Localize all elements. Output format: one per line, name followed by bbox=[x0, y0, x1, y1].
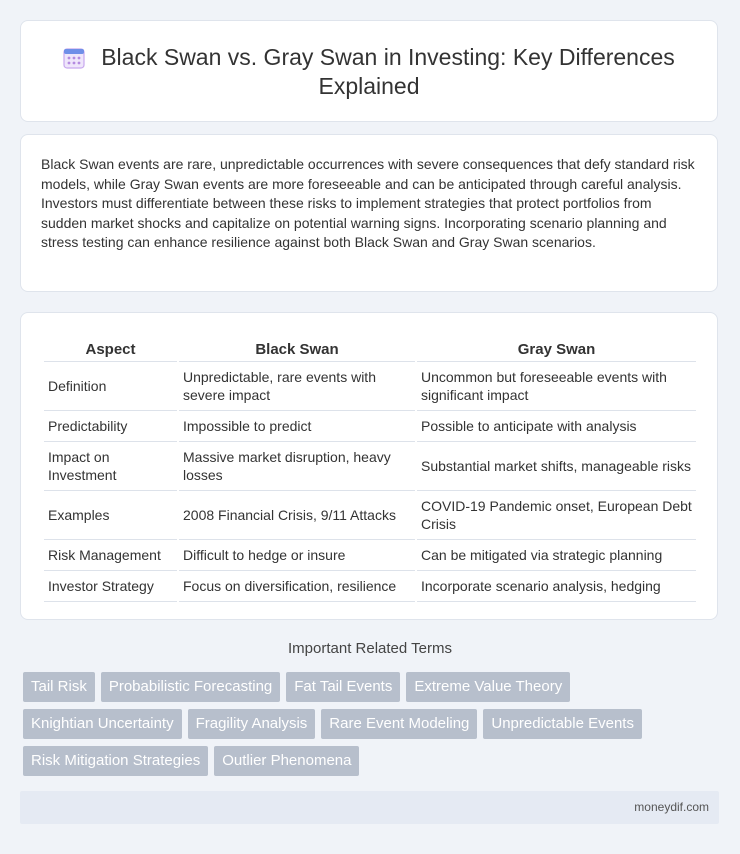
related-term-tag[interactable]: Rare Event Modeling bbox=[321, 709, 477, 739]
gray-swan-cell: COVID-19 Pandemic onset, European Debt Crisis bbox=[417, 491, 696, 540]
table-row bbox=[44, 442, 696, 491]
gray-swan-cell: Incorporate scenario analysis, hedging bbox=[417, 571, 696, 602]
comparison-card bbox=[20, 312, 718, 620]
gray-swan-cell: Possible to anticipate with analysis bbox=[417, 411, 696, 442]
calendar-icon bbox=[63, 47, 85, 69]
header-gray-swan: Gray Swan bbox=[417, 333, 696, 362]
table-row bbox=[44, 411, 696, 442]
table-row bbox=[44, 571, 696, 602]
aspect-cell: Impact on Investment bbox=[44, 442, 177, 491]
black-swan-cell: Focus on diversification, resilience bbox=[179, 571, 415, 602]
intro-paragraph: Black Swan events are rare, unpredictable occurrences with severe consequences that defy standard risk models, while Gray Swan events are more foreseeable and can be anticipated through careful analysis. Investors must differentiate between these risks to implement strategies that protect portfolios from sudden market shocks and capitalize on potential warning signs. Incorporating scenario planning and stress testing can enhance resilience against both Black Swan and Gray Swan scenarios. bbox=[41, 156, 695, 250]
table-row bbox=[44, 491, 696, 540]
related-term-tag[interactable]: Unpredictable Events bbox=[483, 709, 642, 739]
aspect-cell: Investor Strategy bbox=[44, 571, 177, 602]
footer-site-link[interactable]: moneydif.com bbox=[634, 800, 709, 814]
black-swan-cell: Massive market disruption, heavy losses bbox=[179, 442, 415, 491]
gray-swan-cell: Uncommon but foreseeable events with significant impact bbox=[417, 362, 696, 411]
aspect-cell: Definition bbox=[44, 362, 177, 411]
black-swan-cell: Difficult to hedge or insure bbox=[179, 540, 415, 571]
page-title-text: Black Swan vs. Gray Swan in Investing: Key Differences Explained bbox=[101, 44, 675, 99]
table-header-row bbox=[44, 333, 696, 362]
black-swan-cell: Impossible to predict bbox=[179, 411, 415, 442]
intro-card bbox=[20, 134, 718, 292]
related-term-tag[interactable]: Knightian Uncertainty bbox=[23, 709, 182, 739]
table-row bbox=[44, 362, 696, 411]
aspect-cell: Risk Management bbox=[44, 540, 177, 571]
header-aspect: Aspect bbox=[44, 333, 177, 362]
related-term-tag[interactable]: Probabilistic Forecasting bbox=[101, 672, 280, 702]
related-terms-heading: Important Related Terms bbox=[288, 640, 452, 657]
related-term-tag[interactable]: Extreme Value Theory bbox=[406, 672, 570, 702]
related-term-tag[interactable]: Outlier Phenomena bbox=[214, 746, 359, 776]
aspect-cell: Examples bbox=[44, 491, 177, 540]
gray-swan-cell: Substantial market shifts, manageable risks bbox=[417, 442, 696, 491]
black-swan-cell: 2008 Financial Crisis, 9/11 Attacks bbox=[179, 491, 415, 540]
table-row bbox=[44, 540, 696, 571]
related-term-tag[interactable]: Fat Tail Events bbox=[286, 672, 400, 702]
related-term-tag[interactable]: Tail Risk bbox=[23, 672, 95, 702]
related-term-tag[interactable]: Fragility Analysis bbox=[188, 709, 316, 739]
black-swan-cell: Unpredictable, rare events with severe impact bbox=[179, 362, 415, 411]
title-card bbox=[20, 20, 718, 122]
related-term-tag[interactable]: Risk Mitigation Strategies bbox=[23, 746, 208, 776]
related-terms-list bbox=[23, 672, 713, 776]
page-title bbox=[21, 43, 717, 101]
footer-bar bbox=[20, 791, 719, 824]
comparison-table bbox=[42, 333, 698, 602]
header-black-swan: Black Swan bbox=[179, 333, 415, 362]
gray-swan-cell: Can be mitigated via strategic planning bbox=[417, 540, 696, 571]
aspect-cell: Predictability bbox=[44, 411, 177, 442]
